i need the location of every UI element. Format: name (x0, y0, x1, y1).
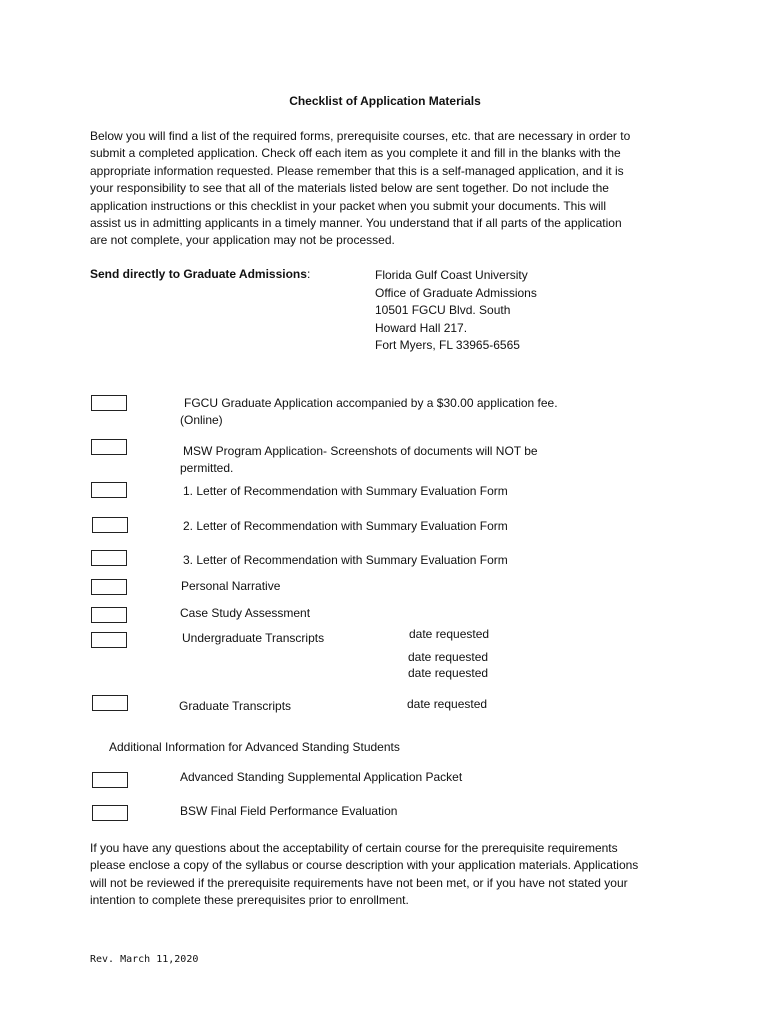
checkbox-letter-1[interactable] (91, 482, 127, 498)
checkbox-msw-application[interactable] (91, 439, 127, 455)
intro-line: submit a completed application. Check off each item as you complete it and fill in the blanks with the (90, 146, 621, 161)
checkbox-advanced-packet[interactable] (92, 772, 128, 788)
send-to-label (90, 267, 310, 281)
checkbox-undergrad-transcripts[interactable] (91, 632, 127, 648)
date-requested-label: date requested (409, 627, 490, 641)
checkbox-grad-transcripts[interactable] (92, 695, 128, 711)
revision-date: Rev. March 11,2020 (90, 954, 199, 965)
address-line: 10501 FGCU Blvd. South (375, 303, 511, 317)
item-personal-narrative: Personal Narrative (181, 579, 281, 593)
closing-line: intention to complete these prerequisites prior to enrollment. (90, 893, 409, 908)
address-line: Florida Gulf Coast University (375, 268, 528, 282)
date-requested-label: date requested (408, 650, 489, 664)
intro-line: application instructions or this checklist in your packet when you submit your documents. This will (90, 198, 607, 213)
send-to-text: Send directly to Graduate Admissions (90, 267, 307, 281)
mailing-address (375, 267, 537, 355)
address-line: Howard Hall 217. (375, 320, 468, 335)
intro-line: Below you will find a list of the required forms, prerequisite courses, etc. that are necessary in order to (90, 129, 631, 143)
address-line: Fort Myers, FL 33965-6565 (375, 338, 520, 352)
item-case-study: Case Study Assessment (180, 606, 311, 620)
item-bsw-evaluation: BSW Final Field Performance Evaluation (180, 804, 398, 818)
date-requested-label: date requested (407, 697, 488, 711)
item-letter-1: 1. Letter of Recommendation with Summary Evaluation Form (183, 484, 508, 498)
closing-line: If you have any questions about the acceptability of certain course for the prerequisite requirements (90, 841, 618, 855)
item-grad-transcripts: Graduate Transcripts (179, 699, 292, 713)
date-requested-label: date requested (408, 666, 489, 680)
item-msw-application: MSW Program Application- Screenshots of documents will NOT be (183, 444, 538, 458)
item-fgcu-application: FGCU Graduate Application accompanied by a $30.00 application fee. (184, 396, 558, 410)
checkbox-letter-3[interactable] (91, 550, 127, 566)
intro-paragraph (90, 128, 680, 250)
checkbox-letter-2[interactable] (92, 517, 128, 533)
item-advanced-packet: Advanced Standing Supplemental Application Packet (180, 770, 463, 784)
send-to-colon: : (306, 267, 311, 281)
item-letter-3: 3. Letter of Recommendation with Summary Evaluation Form (183, 553, 508, 567)
advanced-standing-heading: Additional Information for Advanced Standing Students (109, 740, 400, 754)
intro-line: are not complete, your application may not be processed. (90, 233, 395, 248)
address-line: Office of Graduate Admissions (375, 285, 537, 300)
checkbox-case-study[interactable] (91, 607, 127, 623)
intro-line: assist us in admitting applicants in a timely manner. You understand that if all parts of the application (90, 216, 622, 231)
intro-line: appropriate information requested. Please remember that this is a self-managed application, and it is (90, 163, 624, 178)
page-title: Checklist of Application Materials (289, 94, 481, 108)
item-undergrad-transcripts: Undergraduate Transcripts (182, 631, 325, 645)
checkbox-personal-narrative[interactable] (91, 579, 127, 595)
item-fgcu-application-note: (Online) (180, 413, 223, 427)
intro-line: your responsibility to see that all of the materials listed below are sent together. Do not include the (90, 181, 609, 196)
checkbox-bsw-evaluation[interactable] (92, 805, 128, 821)
checkbox-fgcu-application[interactable] (91, 395, 127, 411)
item-letter-2: 2. Letter of Recommendation with Summary Evaluation Form (183, 519, 508, 533)
item-msw-application-cont: permitted. (180, 461, 234, 475)
closing-paragraph (90, 840, 690, 910)
closing-line: please enclose a copy of the syllabus or course description with your application materials. Applications (90, 858, 639, 873)
closing-line: will not be reviewed if the prerequisite requirements have not been met, or if you have not stated your (90, 875, 628, 890)
